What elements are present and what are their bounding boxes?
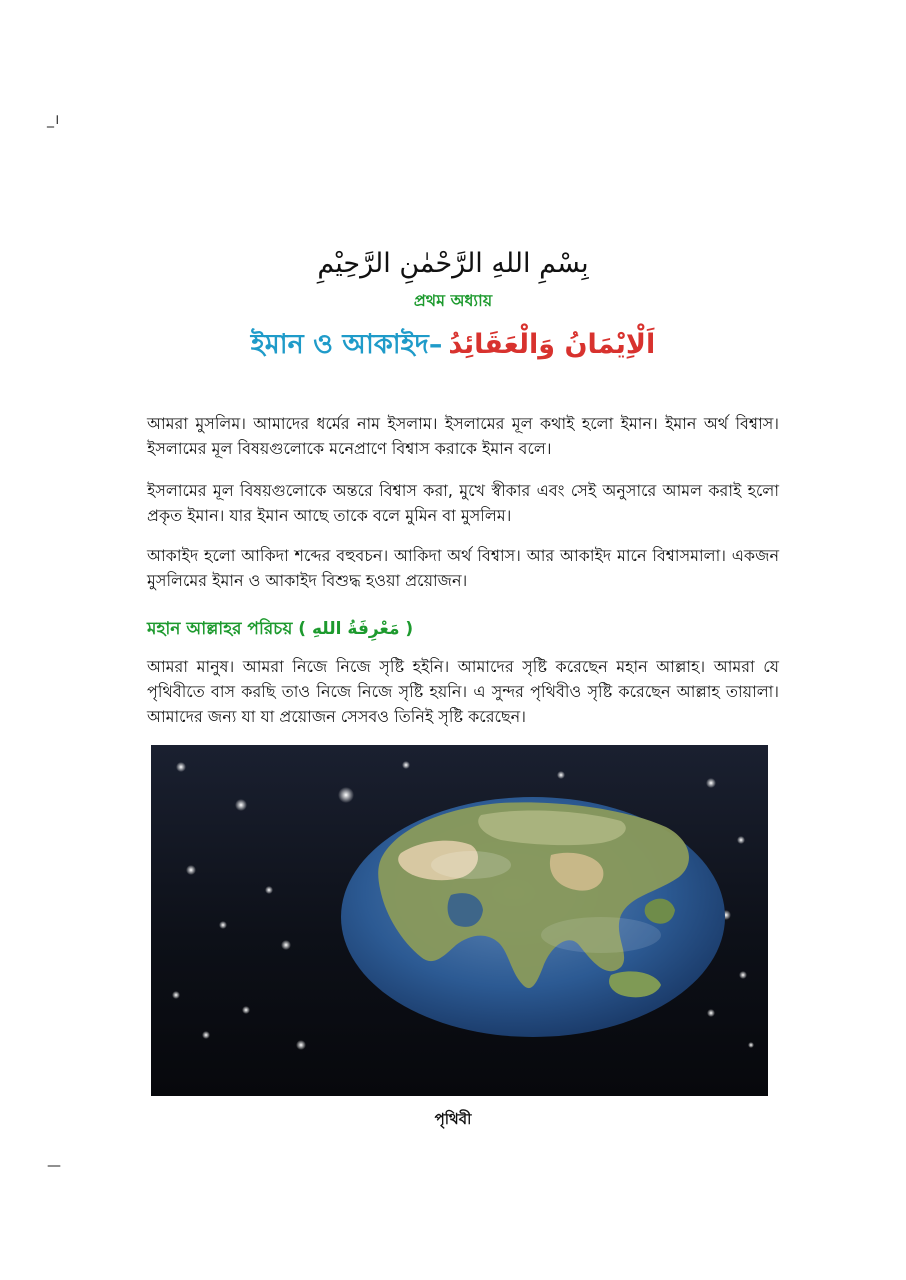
page-corner-mark-bottom: — <box>47 1158 61 1174</box>
paragraph-akaid: আকাইদ হলো আকিদা শব্দের বহুবচন। আকিদা অর্থ বিশ্বাস। আর আকাইদ মানে বিশ্বাসমালা। একজন মুসলিমের ইমান ও আকাইদ বিশুদ্ধ হওয়া প্রয়োজন। <box>147 546 779 590</box>
chapter-label: প্রথম অধ্যায় <box>413 291 493 310</box>
chapter-title-bangla: ইমান ও আকাইদ– <box>250 329 443 360</box>
paragraph-iman-definition: আমরা মুসলিম। আমাদের ধর্মের নাম ইসলাম। ইসলামের মূল কথাই হলো ইমান। ইমান অর্থ বিশ্বাস। ইসলামের মূল বিষয়গুলোকে মনেপ্রাণে বিশ্বাস করাকে ইমান বলে। <box>147 414 779 458</box>
earth-illustration <box>151 745 768 1096</box>
earth-image <box>151 745 768 1096</box>
paragraph-true-iman: ইসলামের মূল বিষয়গুলোকে অন্তরে বিশ্বাস করা, মুখে স্বীকার এবং সেই অনুসারে আমল করাই হলো প্রকৃত ইমান। যার ইমান আছে তাকে বলে মুমিন বা মুসলিম। <box>147 481 779 525</box>
section-heading-bangla: মহান আল্লাহর পরিচয় <box>147 619 293 639</box>
figure-caption: পৃথিবী <box>434 1110 472 1128</box>
page-corner-mark-top: _। <box>47 112 60 128</box>
chapter-title-arabic: اَلْاِيْمَانُ وَالْعَقَائِدُ <box>448 329 656 360</box>
paragraph-allah-creator: আমরা মানুষ। আমরা নিজে নিজে সৃষ্টি হইনি। আমাদের সৃষ্টি করেছেন মহান আল্লাহ। আমরা যে পৃথিবীতে বাস করছি তাও নিজে নিজে সৃষ্টি হয়নি। এ সুন্দর পৃথিবীও সৃষ্টি করেছেন আল্লাহ তায়ালা। আমাদের জন্য যা যা প্রয়োজন সেসবও তিনিই সৃষ্টি করেছেন। <box>147 657 779 726</box>
section-heading-arabic: ( مَعْرِفَةُ اللهِ ) <box>298 619 414 639</box>
section-heading <box>147 616 413 644</box>
chapter-title <box>0 324 906 369</box>
bismillah-heading: بِسْمِ اللهِ الرَّحْمٰنِ الرَّحِيْمِ <box>317 248 589 279</box>
earth-globe <box>341 797 725 1037</box>
